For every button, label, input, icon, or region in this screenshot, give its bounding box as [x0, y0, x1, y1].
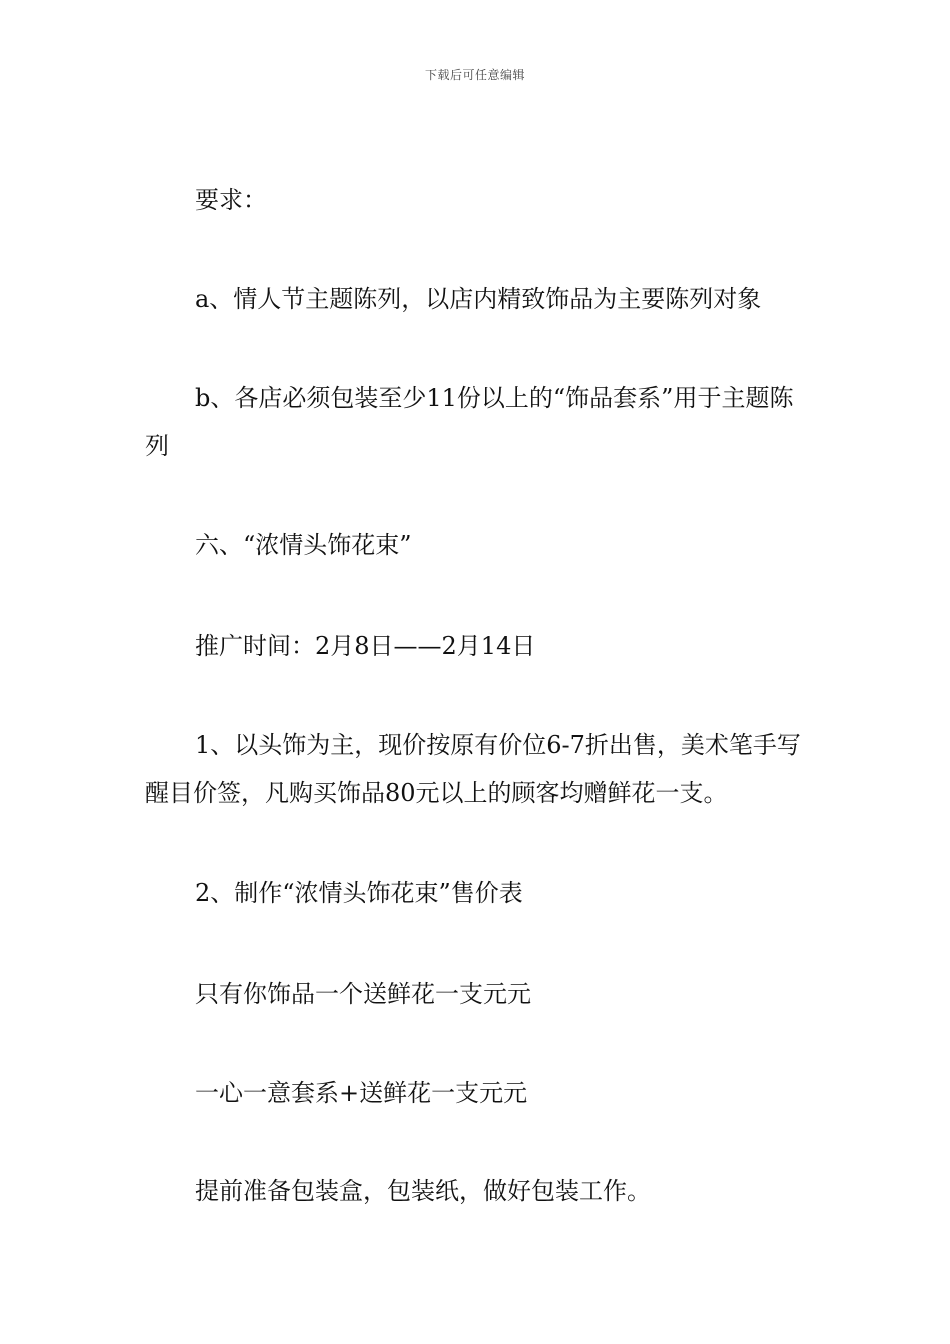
section-heading-six: 六、“浓情头饰花束” [195, 531, 412, 559]
paragraph-b: b、各店必须包装至少11份以上的“饰品套系”用于主题陈列 [145, 384, 794, 460]
page-header: 下载后可任意编辑 [424, 68, 525, 82]
paragraph-a: a、情人节主题陈列，以店内精致饰品为主要陈列对象 [195, 285, 762, 313]
paragraph-item-1: 1、以头饰为主，现价按原有价位6-7折出售，美术笔手写醒目价签，凡购买饰品80元以上的顾客均赠鲜花一支。 [145, 731, 801, 807]
paragraph-packaging: 提前准备包装盒，包装纸，做好包装工作。 [195, 1177, 651, 1205]
paragraph-price-line-2: 一心一意套系+送鲜花一支元元 [195, 1079, 528, 1107]
paragraph-promo-time: 推广时间：2月8日——2月14日 [195, 632, 536, 660]
paragraph-requirements: 要求： [195, 186, 267, 214]
paragraph-item-2: 2、制作“浓情头饰花束”售价表 [195, 879, 523, 907]
paragraph-price-line-1: 只有你饰品一个送鲜花一支元元 [195, 980, 531, 1008]
